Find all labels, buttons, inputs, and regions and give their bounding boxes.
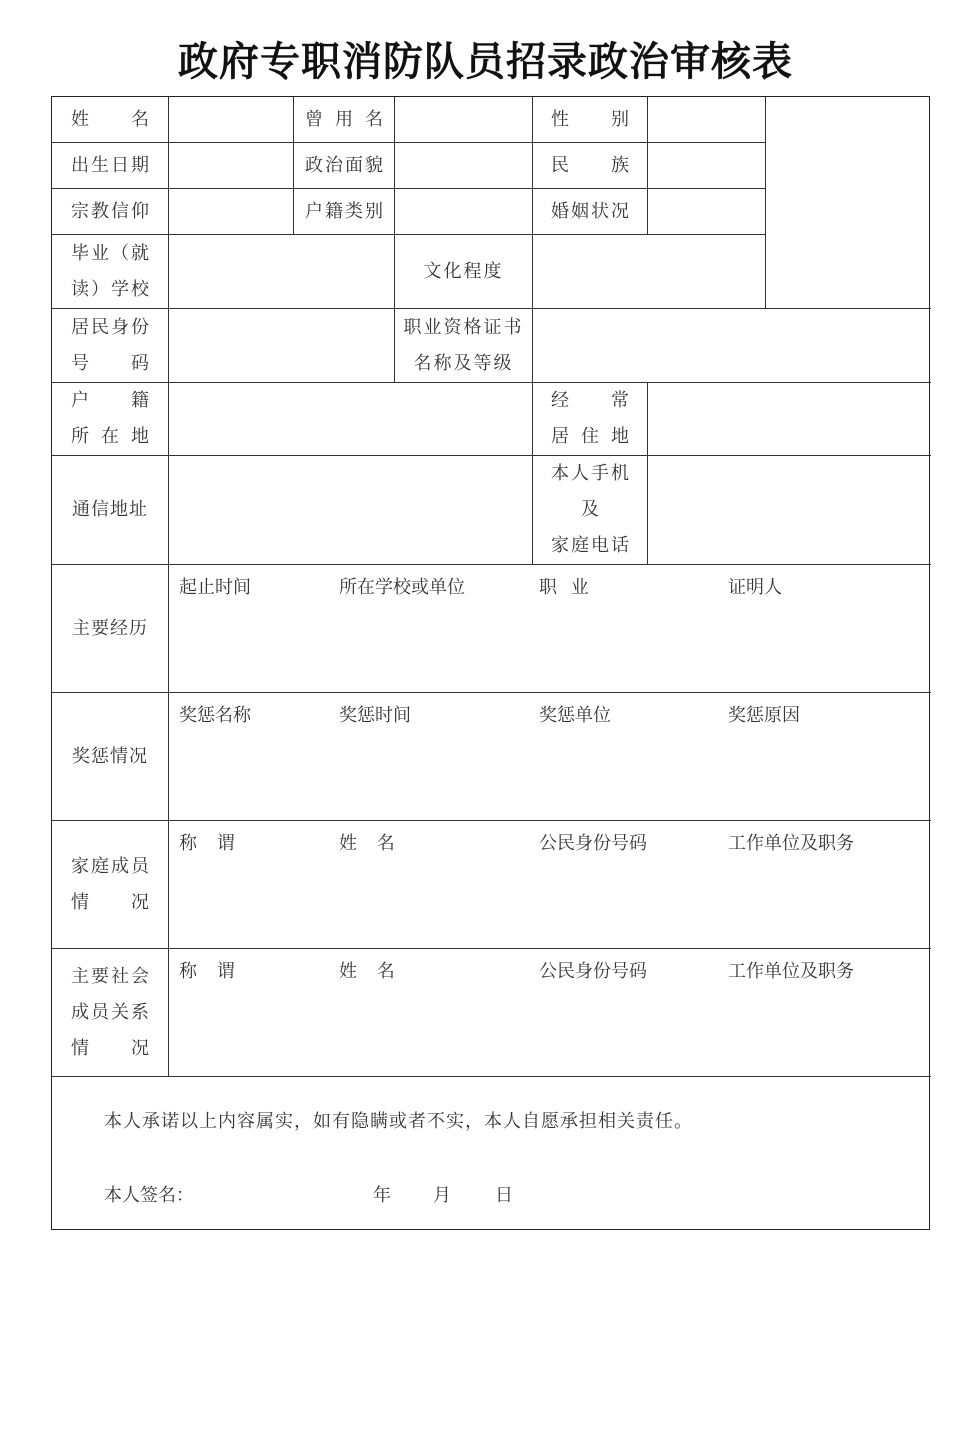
rewards-section[interactable]: [169, 693, 931, 821]
label-id-number: 居民身份 号码: [52, 309, 169, 383]
label-religion: 宗教信仰: [52, 189, 169, 235]
header-witness: 证明人: [728, 577, 782, 598]
political-status-field[interactable]: [395, 143, 533, 189]
experience-section[interactable]: [169, 565, 931, 693]
header-social-relation: 称 谓: [179, 961, 235, 982]
header-school-unit: 所在学校或单位: [339, 577, 465, 598]
header-period: 起止时间: [179, 577, 251, 598]
residence-field[interactable]: [648, 383, 931, 456]
religion-field[interactable]: [169, 189, 294, 235]
birth-date-field[interactable]: [169, 143, 294, 189]
label-address: 通信地址: [52, 456, 169, 565]
header-citizen-id: 公民身份号码: [539, 833, 647, 854]
household-type-field[interactable]: [395, 189, 533, 235]
label-social: 主要社会 成员关系 情况: [52, 949, 169, 1077]
header-social-work-unit: 工作单位及职务: [728, 961, 854, 982]
header-reward-unit: 奖惩单位: [539, 705, 611, 726]
social-section[interactable]: [169, 949, 931, 1077]
header-member-name: 姓 名: [339, 833, 395, 854]
gender-field[interactable]: [648, 97, 766, 143]
form-title: 政府专职消防队员招录政治审核表: [178, 38, 793, 85]
label-name: 姓名: [52, 97, 169, 143]
label-former-name: 曾用名: [294, 97, 395, 143]
header-reward-time: 奖惩时间: [339, 705, 411, 726]
photo-box[interactable]: [766, 97, 931, 309]
header-social-name: 姓 名: [339, 961, 395, 982]
label-birth-date: 出生日期: [52, 143, 169, 189]
marital-status-field[interactable]: [648, 189, 766, 235]
hukou-location-field[interactable]: [169, 383, 533, 456]
header-work-unit: 工作单位及职务: [728, 833, 854, 854]
month-label: 月: [433, 1185, 451, 1206]
header-reward-reason: 奖惩原因: [728, 705, 800, 726]
header-relation: 称 谓: [179, 833, 235, 854]
certificate-field[interactable]: [533, 309, 931, 383]
label-hukou-location: 户籍 所在地: [52, 383, 169, 456]
day-label: 日: [495, 1185, 513, 1206]
label-gender: 性别: [533, 97, 648, 143]
name-field[interactable]: [169, 97, 294, 143]
promise-text: 本人承诺以上内容属实，如有隐瞒或者不实，本人自愿承担相关责任。: [104, 1111, 693, 1132]
label-ethnicity: 民族: [533, 143, 648, 189]
school-field[interactable]: [169, 235, 395, 309]
header-reward-name: 奖惩名称: [179, 705, 251, 726]
id-number-field[interactable]: [169, 309, 395, 383]
label-education: 文化程度: [395, 235, 533, 309]
label-household-type: 户籍类别: [294, 189, 395, 235]
label-residence: 经常 居住地: [533, 383, 648, 456]
label-certificate: 职业资格证书 名称及等级: [395, 309, 533, 383]
ethnicity-field[interactable]: [648, 143, 766, 189]
declaration-section: [52, 1077, 931, 1231]
label-phone: 本人手机 及 家庭电话: [533, 456, 648, 565]
label-marital-status: 婚姻状况: [533, 189, 648, 235]
label-experience: 主要经历: [52, 565, 169, 693]
year-label: 年: [373, 1185, 391, 1206]
label-school: 毕业（就 读）学校: [52, 235, 169, 309]
address-field[interactable]: [169, 456, 533, 565]
label-rewards: 奖惩情况: [52, 693, 169, 821]
review-form-table: [51, 96, 930, 1230]
family-section[interactable]: [169, 821, 931, 949]
education-field[interactable]: [533, 235, 766, 309]
former-name-field[interactable]: [395, 97, 533, 143]
signature-label: 本人签名：: [104, 1185, 194, 1206]
label-family: 家庭成员 情况: [52, 821, 169, 949]
phone-field[interactable]: [648, 456, 931, 565]
label-political-status: 政治面貌: [294, 143, 395, 189]
header-social-citizen-id: 公民身份号码: [539, 961, 647, 982]
header-occupation: 职 业: [539, 577, 589, 598]
